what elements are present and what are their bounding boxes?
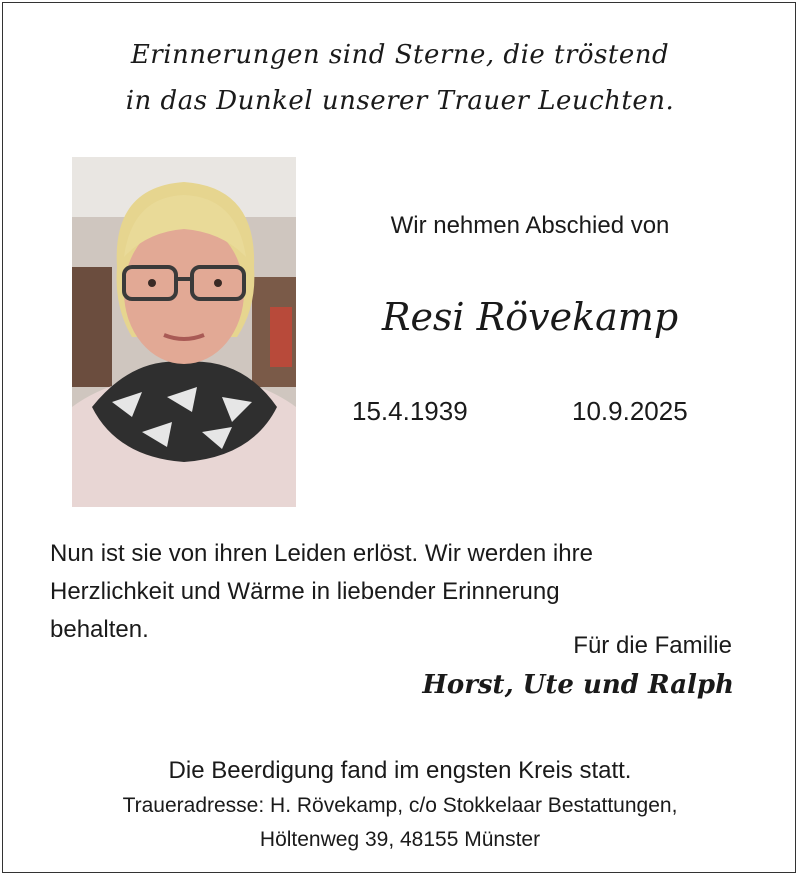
quote-line-1: Erinnerungen sind Sterne, die tröstend	[130, 40, 670, 70]
mourning-address-line-1: Traueradresse: H. Rövekamp, c/o Stokkelaar Bestattungen,	[122, 794, 678, 817]
portrait-photo	[72, 157, 296, 507]
family-label: Für die Familie	[573, 632, 732, 659]
deceased-name: Resi Rövekamp	[381, 295, 679, 339]
memorial-text-line-1: Nun ist sie von ihren Leiden erlöst. Wir werden ihre	[50, 540, 593, 567]
memorial-text-line-2: Herzlichkeit und Wärme in liebender Erinnerung	[50, 578, 560, 605]
farewell-intro: Wir nehmen Abschied von	[390, 212, 670, 239]
burial-notice: Die Beerdigung fand im engsten Kreis statt.	[168, 757, 632, 784]
death-date: 10.9.2025	[572, 396, 688, 426]
memorial-text-line-3: behalten.	[50, 616, 149, 643]
mourning-address-line-2: Höltenweg 39, 48155 Münster	[259, 828, 541, 851]
birth-date: 15.4.1939	[352, 396, 468, 426]
family-names: Horst, Ute und Ralph	[422, 670, 734, 700]
quote-line-2: in das Dunkel unserer Trauer Leuchten.	[125, 86, 675, 116]
